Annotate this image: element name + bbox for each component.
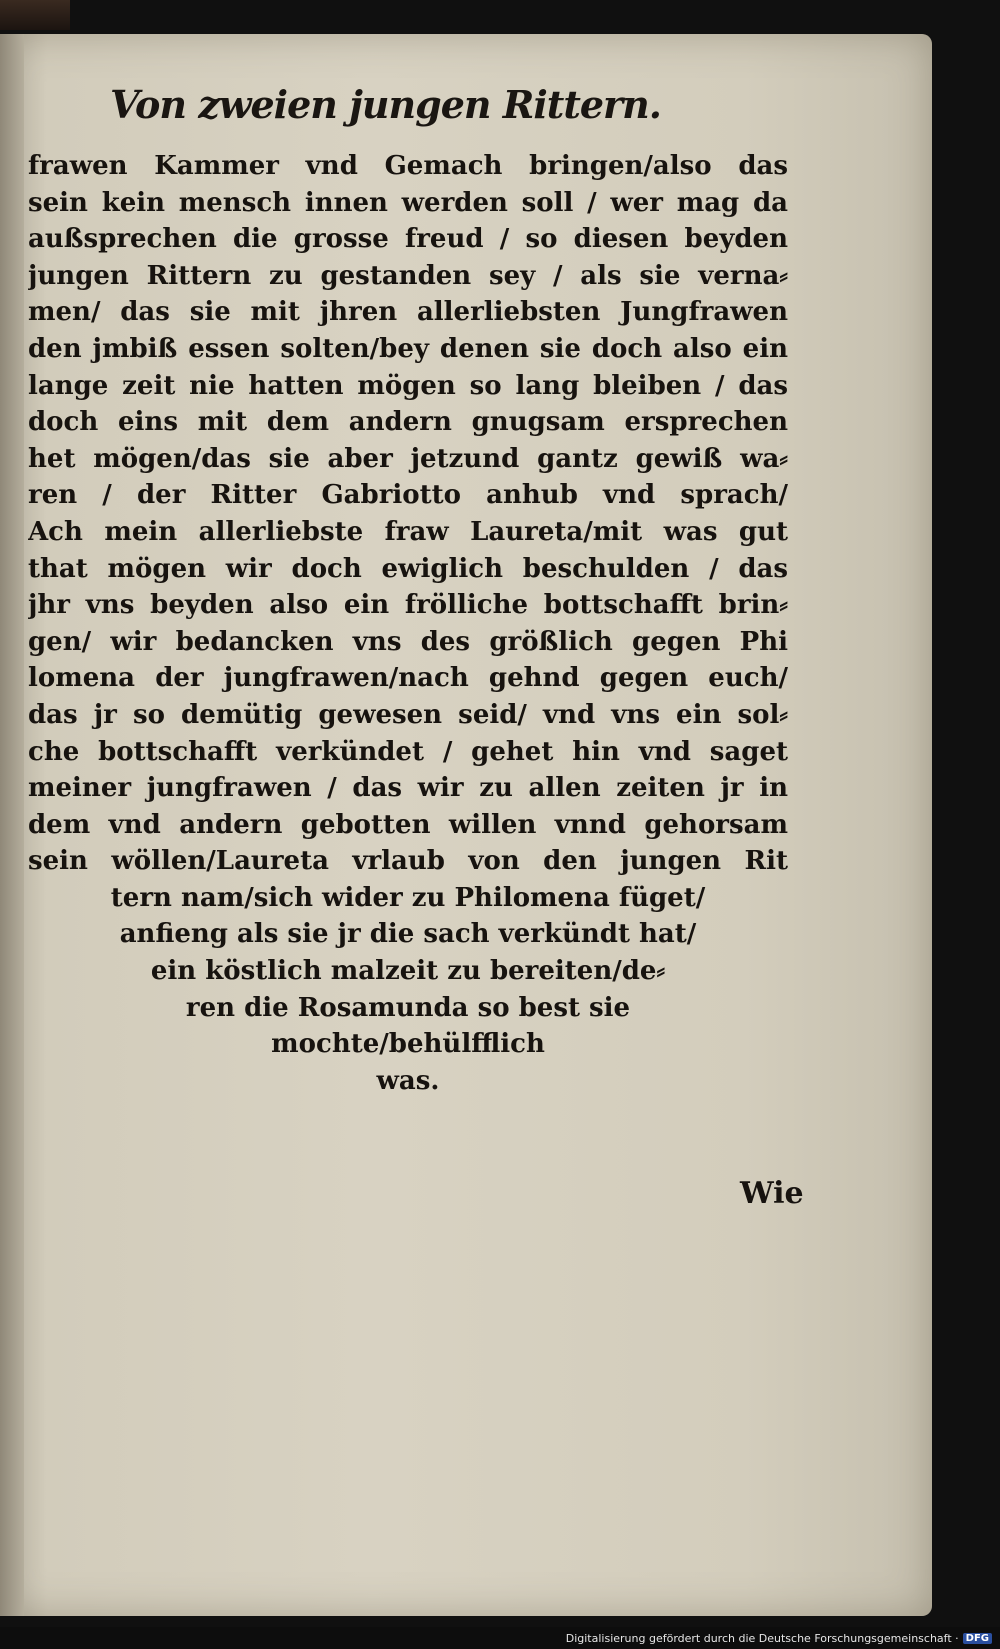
text-line-centered: ren die Rosamunda so best sie	[185, 992, 631, 1023]
text-line: lomena der jungfrawen/nach gehnd gegen euch/	[28, 663, 788, 694]
text-line: sein wöllen/Laureta vrlaub von den jungen Rit	[28, 846, 788, 877]
dfg-logo: DFG	[963, 1633, 992, 1644]
page-edge	[0, 34, 24, 1616]
text-line: meiner jungfrawen / das wir zu allen zeiten jr in	[28, 773, 788, 804]
text-line: jhr vns beyden also ein frölliche bottschafft brin⸗	[28, 590, 788, 621]
text-line: men/ das sie mit jhren allerliebsten Jungfrawen	[28, 297, 788, 328]
text-line: frawen Kammer vnd Gemach bringen/also das	[28, 151, 788, 181]
text-line-centered: tern nam/sich wider zu Philomena füget/	[110, 882, 706, 913]
footer-credit: Digitalisierung gefördert durch die Deutsche Forschungsgemeinschaft ·	[565, 1631, 959, 1645]
text-line: dem vnd andern gebotten willen vnnd gehorsam	[28, 809, 788, 840]
text-line: that mögen wir doch ewiglich beschulden / das	[28, 553, 788, 584]
text-line: gen/ wir bedancken vns des größlich gegen Phi	[28, 626, 788, 657]
catchword: Wie	[740, 1176, 804, 1211]
text-line: doch eins mit dem andern gnugsam ersprechen	[28, 407, 788, 438]
text-line-centered: ein köstlich malzeit zu bereiten/de⸗	[150, 956, 666, 987]
text-line: Ach mein allerliebste fraw Laureta/mit was gut	[28, 516, 788, 547]
running-head: Von zweien jungen Rittern.	[110, 82, 661, 127]
text-line: lange zeit nie hatten mögen so lang bleiben / das	[28, 370, 788, 401]
body-text	[28, 148, 788, 1099]
text-line: sein kein mensch innen werden soll / wer mag da	[28, 187, 788, 218]
text-line: das jr so demütig gewesen seid/ vnd vns ein sol⸗	[28, 699, 788, 730]
text-line-centered: mochte/behülfflich	[271, 1029, 545, 1060]
text-line: den jmbiß essen solten/bey denen sie doch also ein	[28, 333, 788, 364]
digitization-footer	[0, 1627, 1000, 1649]
text-line: ren / der Ritter Gabriotto anhub vnd sprach/	[28, 480, 788, 511]
text-line-centered: anfieng als sie jr die sach verkündt hat/	[119, 919, 697, 950]
spine-mark	[0, 0, 70, 30]
text-line: het mögen/das sie aber jetzund gantz gewiß wa⸗	[28, 443, 788, 474]
text-line: außsprechen die grosse freud / so diesen beyden	[28, 224, 788, 255]
text-line: che bottschafft verkündet / gehet hin vnd saget	[28, 736, 788, 767]
text-line: jungen Rittern zu gestanden sey / als sie verna⸗	[28, 260, 788, 291]
text-line-centered: was.	[376, 1065, 440, 1096]
